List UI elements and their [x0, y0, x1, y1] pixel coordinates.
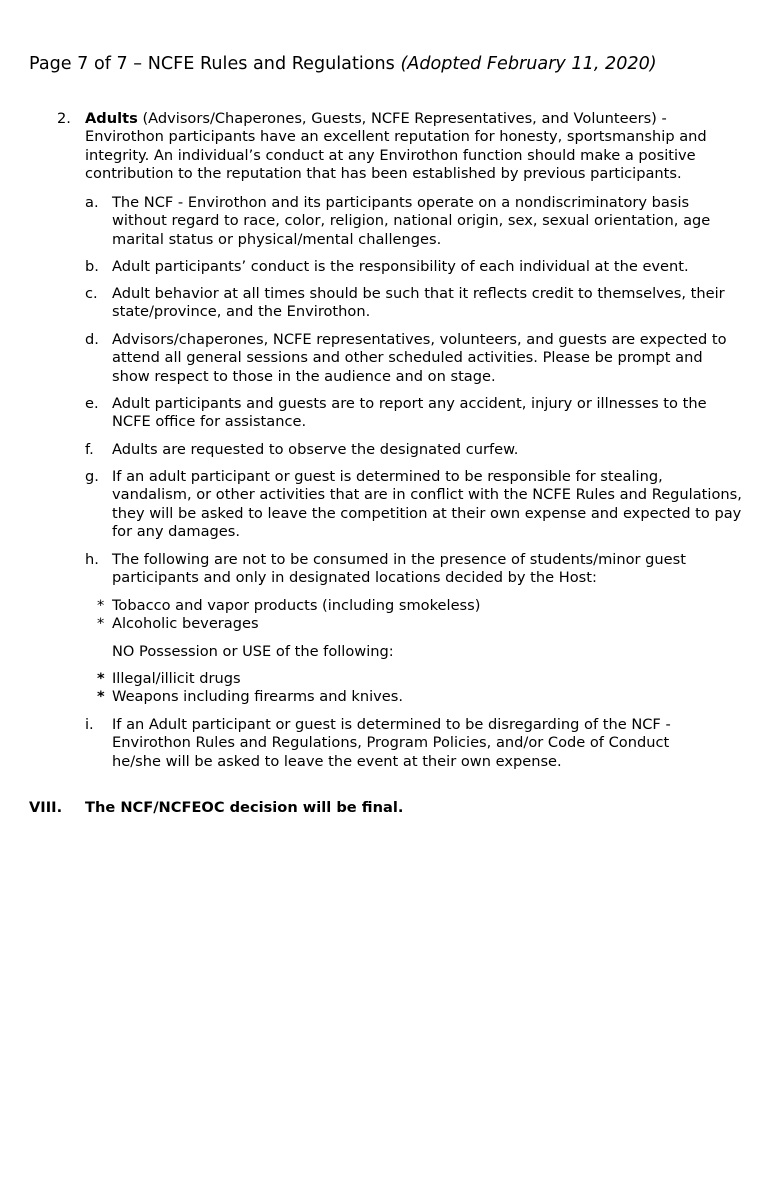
- bullet-marker: *: [97, 615, 105, 632]
- subitem-text: Advisors/chaperones, NCFE representatives, volunteers, and guests are expected to attend all general sessions and other scheduled activities. Please be prompt and show respect to those in the audience and on stage.: [112, 331, 727, 385]
- item-adults-intro: [85, 110, 745, 184]
- header-title: Page 7 of 7 – NCFE Rules and Regulations: [29, 54, 395, 74]
- subitem-letter: i.: [85, 716, 94, 733]
- subitem-letter: a.: [85, 194, 99, 211]
- subitem-text: Adults are requested to observe the designated curfew.: [112, 441, 519, 458]
- header-adopted-date: (Adopted February 11, 2020): [400, 54, 657, 74]
- item-number: 2.: [57, 110, 71, 127]
- subitem-letter: g.: [85, 468, 99, 485]
- section-final-decision: The NCF/NCFEOC decision will be final.: [85, 799, 404, 816]
- subitem-letter: e.: [85, 395, 99, 412]
- subitem-text: If an Adult participant or guest is determined to be disregarding of the NCF - Envirothon Rules and Regulations, Program Policies, and/or Code of Conduct he/she will be asked to leave the event at their own expense.: [112, 716, 671, 770]
- consumed-item: Alcoholic beverages: [112, 615, 259, 632]
- subitem-text: Adult participants’ conduct is the responsibility of each individual at the event.: [112, 258, 689, 275]
- page-header: [29, 53, 657, 75]
- subitem-letter: c.: [85, 285, 98, 302]
- item-heading: Adults: [85, 110, 138, 127]
- prohibited-item: Illegal/illicit drugs: [112, 670, 241, 687]
- subitem-letter: f.: [85, 441, 94, 458]
- subitem-letter: b.: [85, 258, 99, 275]
- bullet-marker: *: [97, 597, 105, 614]
- subitem-text: Adult behavior at all times should be such that it reflects credit to themselves, their state/province, and the Envirothon.: [112, 285, 725, 321]
- subitem-letter: d.: [85, 331, 99, 348]
- prohibited-item: Weapons including firearms and knives.: [112, 688, 403, 705]
- no-possession-heading: NO Possession or USE of the following:: [112, 643, 394, 660]
- item-intro-text: (Advisors/Chaperones, Guests, NCFE Representatives, and Volunteers) - Envirothon participants have an excellent reputation for honesty, sportsmanship and integrity. An individual’s conduct at any Envirothon function should make a positive contribution to the reputation that has been established by previous participants.: [85, 110, 707, 183]
- subitem-text: If an adult participant or guest is determined to be responsible for stealing, vandalism, or other activities that are in conflict with the NCFE Rules and Regulations, they will be asked to leave the competition at their own expense and expected to pay for any damages.: [112, 468, 742, 541]
- consumed-item: Tobacco and vapor products (including smokeless): [112, 597, 481, 614]
- subitem-text: Adult participants and guests are to report any accident, injury or illnesses to the NCFE office for assistance.: [112, 395, 707, 431]
- subitem-text: The following are not to be consumed in the presence of students/minor guest participants and only in designated locations decided by the Host:: [112, 551, 686, 587]
- section-numeral: VIII.: [29, 799, 63, 816]
- subitem-text: The NCF - Envirothon and its participants operate on a nondiscriminatory basis without regard to race, color, religion, national origin, sex, sexual orientation, age marital status or physical/mental challenges.: [112, 194, 711, 248]
- subitem-letter: h.: [85, 551, 99, 568]
- bullet-marker: *: [97, 688, 105, 705]
- bullet-marker: *: [97, 670, 105, 687]
